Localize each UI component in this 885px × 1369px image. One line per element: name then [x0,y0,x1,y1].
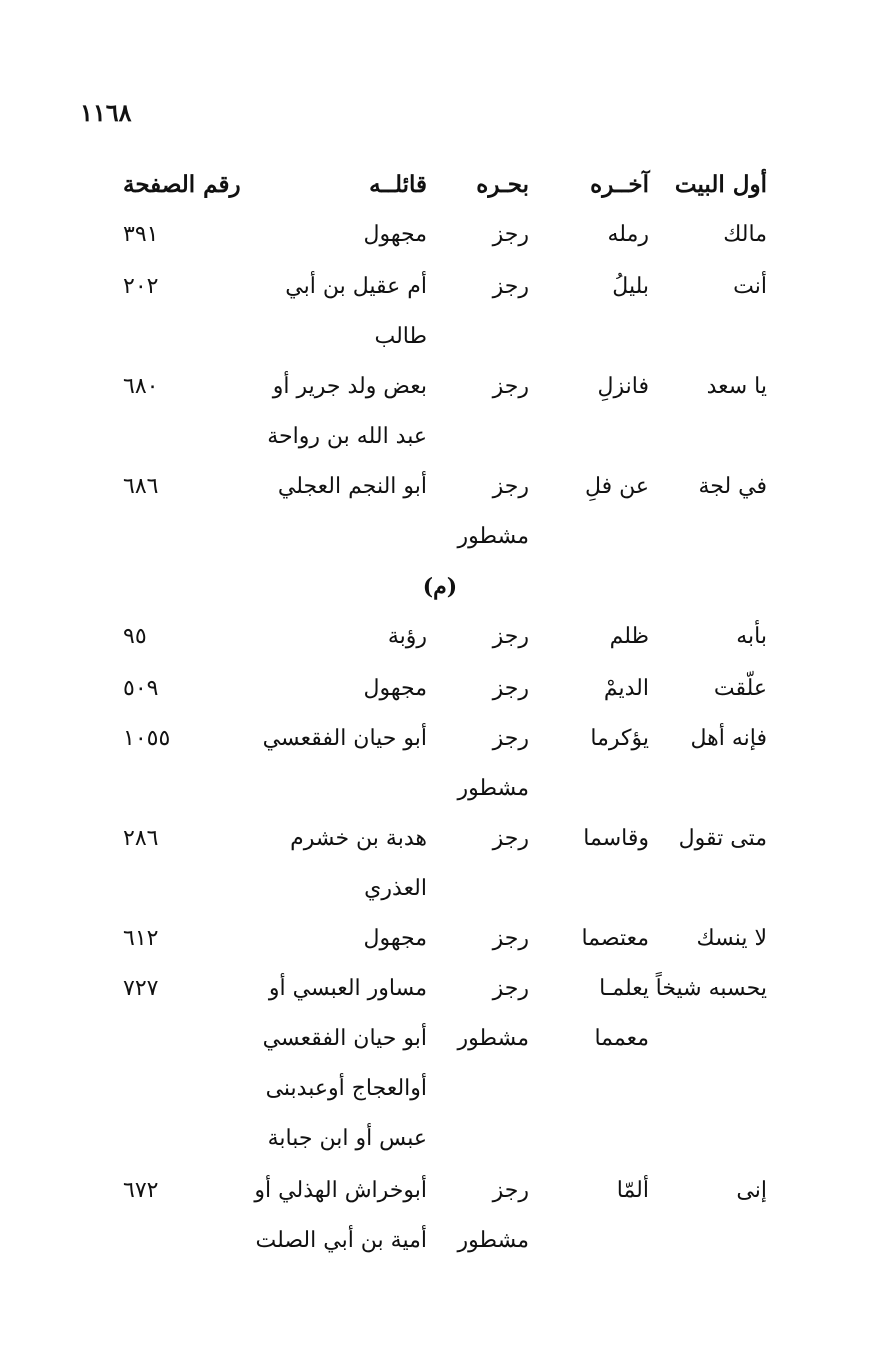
first-line-cell: أنت [733,274,767,299]
last-word-cell: رمله [607,222,649,247]
last-word-cell: عن فلِ [584,474,649,499]
first-line-cell: مالك [723,222,767,247]
meter-cell: رجز مشطور [457,1178,529,1253]
last-word-cell: ظلم [609,624,649,649]
header-last-word: آخــره [590,171,649,198]
page-cell: ٩٥ [123,624,147,649]
table-header [0,160,885,210]
table-row [0,612,885,664]
header-poet: قائلــه [369,171,427,198]
meter-cell: رجز [492,676,529,701]
table-row [0,362,885,462]
page-cell: ٥٠٩ [123,676,159,701]
last-word-cell: فانزلِ [597,374,649,399]
table-row [0,714,885,814]
table-row [0,814,885,914]
page-cell: ٢٠٢ [123,274,159,299]
page-cell: ٢٨٦ [123,826,159,851]
table-row [0,664,885,714]
first-line-cell: يا سعد [706,374,767,399]
header-meter: بحـره [476,171,529,198]
first-line-cell: إنى [736,1178,767,1203]
first-line-cell: متى تقول [678,826,767,851]
last-word-cell: الديمْ [603,676,649,701]
poet-cell: أبوخراش الهذلي أو أمية بن أبي الصلت [254,1178,427,1253]
table-row [0,964,885,1166]
poet-cell: مجهول [363,926,427,951]
page-cell: ٧٢٧ [123,976,159,1001]
page-cell: ١٠٥٥ [123,726,171,751]
page-number: ١١٦٨ [80,98,132,127]
table-row [0,1166,885,1266]
meter-cell: رجز [492,222,529,247]
page-cell: ٦٨٠ [123,374,159,399]
page-cell: ٦٨٦ [123,474,159,499]
verse-index-table [0,160,885,1266]
poet-cell: مساور العبسي أو أبو حيان الفقعسي أوالعجاج أوعبدبنى عبس أو ابن جبابة [262,976,427,1151]
poet-cell: رؤبة [387,624,427,649]
table-row [0,462,885,562]
meter-cell: رجز [492,274,529,299]
header-page: رقم الصفحة [123,171,241,198]
meter-cell: رجز [492,826,529,851]
last-word-cell: يعلمـا معمما [594,976,649,1051]
last-word-cell: بليلُ [612,274,649,299]
first-line-cell: لا ينسك [696,926,767,951]
meter-cell: رجز مشطور [457,474,529,549]
table-row [0,262,885,362]
poet-cell: بعض ولد جرير أو عبد الله بن رواحة [267,374,427,449]
last-word-cell: معتصما [581,926,649,951]
first-line-cell: بأبه [736,624,767,649]
page-cell: ٦١٢ [123,926,159,951]
poet-cell: مجهول [363,222,427,247]
meter-cell: رجز [492,926,529,951]
poet-cell: أبو حيان الفقعسي [262,726,427,751]
poet-cell: هدبة بن خشرم العذري [290,826,427,901]
meter-cell: رجز [492,624,529,649]
header-first-line: أول البيت [674,171,767,198]
last-word-cell: يؤكرما [590,726,649,751]
first-line-cell: يحسبه شيخاً [655,976,767,1001]
table-row [0,210,885,262]
last-word-cell: وقاسما [583,826,649,851]
letter-heading-mim [0,562,885,612]
page-cell: ٦٧٢ [123,1178,159,1203]
meter-cell: رجز مشطور [457,976,529,1051]
letter-heading-text: (م) [422,574,458,600]
poet-cell: أبو النجم العجلي [277,474,427,499]
meter-cell: رجز [492,374,529,399]
meter-cell: رجز مشطور [457,726,529,801]
last-word-cell: ألمّا [616,1178,649,1203]
first-line-cell: فإنه أهل [690,726,767,751]
first-line-cell: علّقت [713,676,767,701]
poet-cell: مجهول [363,676,427,701]
poet-cell: أم عقيل بن أبي طالب [285,274,427,349]
table-row [0,914,885,964]
page-cell: ٣٩١ [123,222,159,247]
first-line-cell: في لجة [698,474,767,499]
